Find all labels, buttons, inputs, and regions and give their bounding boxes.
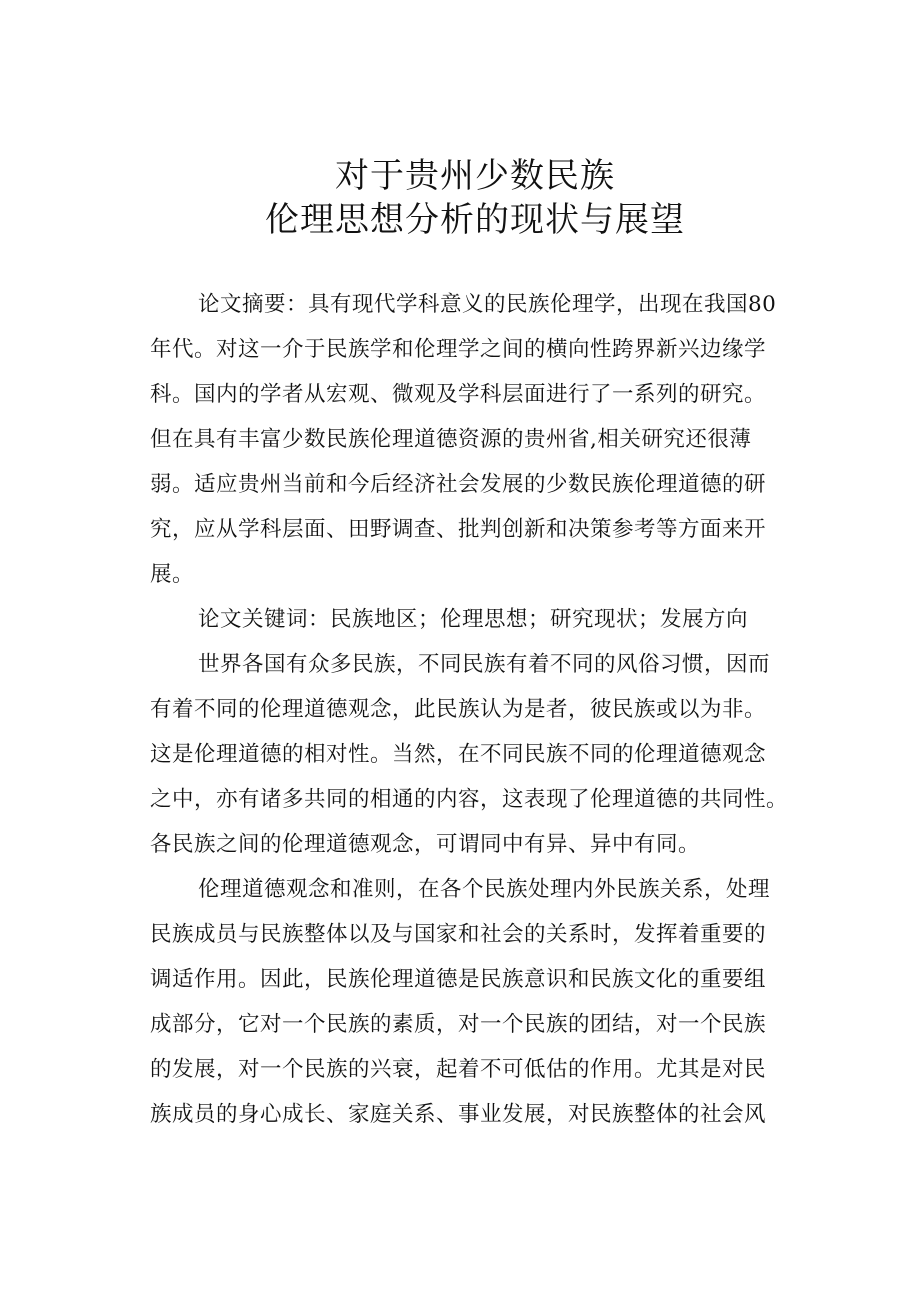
keywords-line: 论文关键词：民族地区；伦理思想；研究现状；发展方向 <box>198 607 749 632</box>
abstract-line: 科。国内的学者从宏观、微观及学科层面进行了一系列的研究。 <box>150 382 767 407</box>
abstract-line: 弱。适应贵州当前和今后经济社会发展的少数民族伦理道德的研 <box>150 472 767 497</box>
body-paragraph-line: 世界各国有众多民族，不同民族有着不同的风俗习惯，因而 <box>198 652 771 677</box>
body-paragraph-line: 这是伦理道德的相对性。当然，在不同民族不同的伦理道德观念 <box>150 742 767 767</box>
abstract-line: 但在具有丰富少数民族伦理道德资源的贵州省,相关研究还很薄 <box>150 427 752 452</box>
abstract-line: 究，应从学科层面、田野调查、批判创新和决策参考等方面来开 <box>150 517 767 542</box>
body-paragraph-line: 民族成员与民族整体以及与国家和社会的关系时，发挥着重要的 <box>150 922 767 947</box>
document-title-line-2: 伦理思想分析的现状与展望 <box>265 200 685 240</box>
body-paragraph-line: 各民族之间的伦理道德观念，可谓同中有异、异中有同。 <box>150 832 701 857</box>
body-paragraph-line: 成部分，它对一个民族的素质，对一个民族的团结，对一个民族 <box>150 1012 767 1037</box>
abstract-line: 论文摘要：具有现代学科意义的民族伦理学，出现在我国80 <box>198 292 777 317</box>
body-paragraph-line: 调适作用。因此，民族伦理道德是民族意识和民族文化的重要组 <box>150 967 767 992</box>
abstract-line: 展。 <box>150 562 195 587</box>
body-paragraph-line: 伦理道德观念和准则，在各个民族处理内外民族关系，处理 <box>198 877 771 902</box>
body-paragraph-line: 有着不同的伦理道德观念，此民族认为是者，彼民族或以为非。 <box>150 697 767 722</box>
body-paragraph-line: 的发展，对一个民族的兴衰，起着不可低估的作用。尤其是对民 <box>150 1057 767 1082</box>
body-paragraph-line: 之中，亦有诸多共同的相通的内容，这表现了伦理道德的共同性。 <box>150 787 789 812</box>
body-paragraph-line: 族成员的身心成长、家庭关系、事业发展，对民族整体的社会风 <box>150 1102 767 1127</box>
abstract-line: 年代。对这一介于民族学和伦理学之间的横向性跨界新兴边缘学 <box>150 337 767 362</box>
document-title-line-1: 对于贵州少数民族 <box>335 156 615 196</box>
